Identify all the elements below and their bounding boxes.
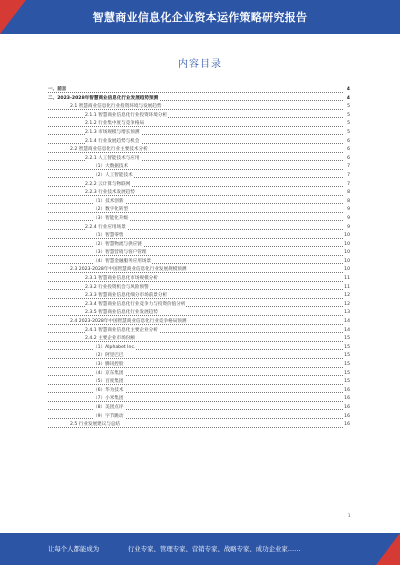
toc-entry-title: 2.1.4 行业发展趋势与机会 [85,138,140,144]
toc-entry-title: 2.4.1 智慧商业信息化主要企业分析 [85,327,158,333]
toc-entry[interactable] [48,163,350,172]
toc-entry[interactable] [48,232,350,241]
toc-entry-title: 2.2 智慧商业信息化行业主要技术分析 [70,147,148,153]
toc-entry-title: 2.3.5 智慧商业信息化行业发展趋势 [85,310,158,316]
toc-entry[interactable] [48,181,350,190]
toc-entry-page: 10 [343,266,350,275]
toc-entry[interactable] [48,344,350,353]
toc-entry-title: 2.3.2 行业投资机会与风险预警 [85,284,149,290]
toc-entry-title: 2.2.2 云计算与物联网 [85,181,131,187]
toc-entry-page: 4 [343,95,350,104]
toc-entry-title: 2.5 行业发展建议与总结 [70,422,121,428]
toc-entry-title: 2.2.1 人工智能技术与应用 [85,155,140,161]
table-of-contents [48,86,350,430]
footer-slogan: 让每个人都能成为 [48,545,100,553]
toc-entry[interactable] [48,284,350,293]
toc-entry[interactable] [48,309,350,318]
toc-entry-page: 12 [343,292,350,301]
toc-entry-title: 2.1 智慧商业信息化行业投资环境与发展趋势 [70,104,162,110]
toc-entry-page: 5 [343,129,350,138]
toc-entry-title: 2.3.4 智慧商业信息化行业竞争力与投资价值分析 [85,301,186,307]
toc-entry-page: 9 [343,224,350,233]
toc-entry[interactable] [48,215,350,224]
toc-entry[interactable] [48,318,350,327]
dot-leader [48,92,343,93]
toc-entry[interactable] [48,155,350,164]
toc-entry-title: （2）智慧物流与供应链 [93,241,142,247]
toc-entry-title: 2.3 2023-2028年中国智慧商业信息化行业发展规模预测 [70,267,187,273]
toc-entry-title: （7）小米集团 [93,396,124,402]
toc-entry-page: 16 [343,404,350,413]
toc-entry[interactable] [48,112,350,121]
toc-entry-title: 2.3.3 智慧商业信息化细分市场前景分析 [85,293,168,299]
toc-entry-title: （4）智慧金融服务应用场景 [93,258,152,264]
toc-entry[interactable] [48,224,350,233]
toc-entry-title: 2.2.4 行业应用场景 [85,224,126,230]
toc-entry-title: （5）百度集团 [93,379,124,385]
toc-entry[interactable] [48,129,350,138]
toc-entry-page: 9 [343,206,350,215]
dot-leader [48,126,343,127]
page-header [0,0,400,34]
toc-entry[interactable] [48,404,350,413]
toc-entry[interactable] [48,266,350,275]
toc-entry-title: 2.3.1 智慧商业信息化市场规模分析 [85,276,158,282]
toc-entry-page: 5 [343,112,350,121]
toc-entry[interactable] [48,249,350,258]
toc-entry[interactable] [48,327,350,336]
toc-entry[interactable] [48,241,350,250]
toc-entry-title: （4）京东集团 [93,370,124,376]
toc-entry-page: 16 [343,413,350,422]
toc-entry-page: 12 [343,301,350,310]
toc-entry[interactable] [48,138,350,147]
toc-entry-title: （6）华为技术 [93,387,124,393]
toc-entry-title: （1）大数据技术 [93,164,129,170]
toc-entry-page: 16 [343,387,350,396]
toc-entry-page: 16 [343,395,350,404]
toc-entry-title: （2）阿里巴巴 [93,353,124,359]
toc-entry-title: （3）智慧营销与客户管理 [93,250,147,256]
toc-entry-page: 15 [343,361,350,370]
toc-entry-page: 5 [343,120,350,129]
toc-entry-page: 13 [343,309,350,318]
toc-entry-page: 7 [343,181,350,190]
toc-entry[interactable] [48,361,350,370]
page-number: 1 [348,513,351,518]
toc-entry[interactable] [48,258,350,267]
toc-entry-page: 6 [343,155,350,164]
toc-entry-page: 10 [343,232,350,241]
toc-entry-title: （2）人工智能技术 [93,172,133,178]
toc-entry[interactable] [48,370,350,379]
toc-entry-title: （3）腾讯控股 [93,362,124,367]
toc-entry-title: 2.1.2 行业集中度与竞争格局 [85,121,145,127]
toc-entry[interactable] [48,387,350,396]
toc-entry[interactable] [48,172,350,181]
toc-entry-title: 2.4.2 主要企业市场份额 [85,336,135,342]
toc-entry-title: （2）数字化转型 [93,207,129,213]
toc-entry[interactable] [48,189,350,198]
toc-entry-title: （3）智能化升级 [93,215,129,221]
page-footer [0,533,400,565]
toc-entry-page: 14 [343,327,350,336]
toc-entry-page: 4 [343,86,350,95]
toc-entry-title: （1）Alphabet Inc. [93,344,136,350]
toc-entry-title: （1）智慧零售 [93,233,124,239]
toc-entry-page: 8 [343,189,350,198]
footer-red-accent [376,533,400,565]
toc-entry-page: 16 [343,421,350,430]
toc-entry[interactable] [48,413,350,422]
toc-entry[interactable] [48,378,350,387]
toc-entry-title: （9）字节跳动 [93,413,124,419]
toc-entry-page: 15 [343,335,350,344]
toc-entry-page: 10 [343,249,350,258]
dot-leader [48,358,343,359]
toc-entry-page: 11 [343,284,350,293]
toc-entry[interactable] [48,275,350,284]
toc-entry-title: 2.4 2023-2028年中国智慧商业信息化行业竞争格局预测 [70,319,187,325]
toc-entry[interactable] [48,206,350,215]
toc-entry-title: （1）技术创新 [93,198,124,204]
toc-heading: 内容目录 [178,59,222,70]
toc-entry[interactable] [48,198,350,207]
footer-roles: 行业专家、管理专家、营销专家、战略专家、成功企业家…… [128,545,301,553]
toc-entry-title: 一、前言 [48,87,67,92]
toc-entry-page: 11 [343,275,350,284]
report-title: 智慧商业信息化企业资本运作策略研究报告 [92,11,308,24]
toc-entry[interactable] [48,86,350,95]
toc-entry[interactable] [48,103,350,112]
toc-entry-page: 8 [343,198,350,207]
dot-leader [48,272,343,273]
toc-entry[interactable] [48,146,350,155]
toc-entry-page: 10 [343,258,350,267]
toc-entry[interactable] [48,395,350,404]
toc-entry-title: （8）美团点评 [93,404,124,410]
toc-entry-title: 二、2023-2028年智慧商业信息化行业发展趋势预测 [48,95,159,101]
toc-entry-title: 2.1.3 市场规模与增长预测 [85,129,140,135]
toc-entry[interactable] [48,352,350,361]
toc-entry-page: 10 [343,241,350,250]
toc-entry-title: 2.2.3 行业技术发展趋势 [85,190,135,196]
toc-entry[interactable] [48,292,350,301]
toc-entry[interactable] [48,301,350,310]
toc-entry-page: 7 [343,163,350,172]
toc-entry-title: 2.1.1 智慧商业信息化行业投资环境分析 [85,112,168,118]
toc-entry-page: 15 [343,378,350,387]
toc-entry-page: 5 [343,103,350,112]
dot-leader [48,401,343,402]
toc-entry-page: 9 [343,215,350,224]
toc-entry-page: 6 [343,138,350,147]
toc-entry-page: 7 [343,172,350,181]
toc-entry-page: 15 [343,370,350,379]
toc-entry[interactable] [48,335,350,344]
toc-entry-page: 15 [343,352,350,361]
toc-entry[interactable] [48,120,350,129]
toc-entry[interactable] [48,95,350,104]
toc-entry-page: 6 [343,146,350,155]
toc-entry[interactable] [48,421,350,430]
toc-entry-page: 14 [343,318,350,327]
toc-entry-page: 15 [343,344,350,353]
dot-leader [48,315,343,316]
